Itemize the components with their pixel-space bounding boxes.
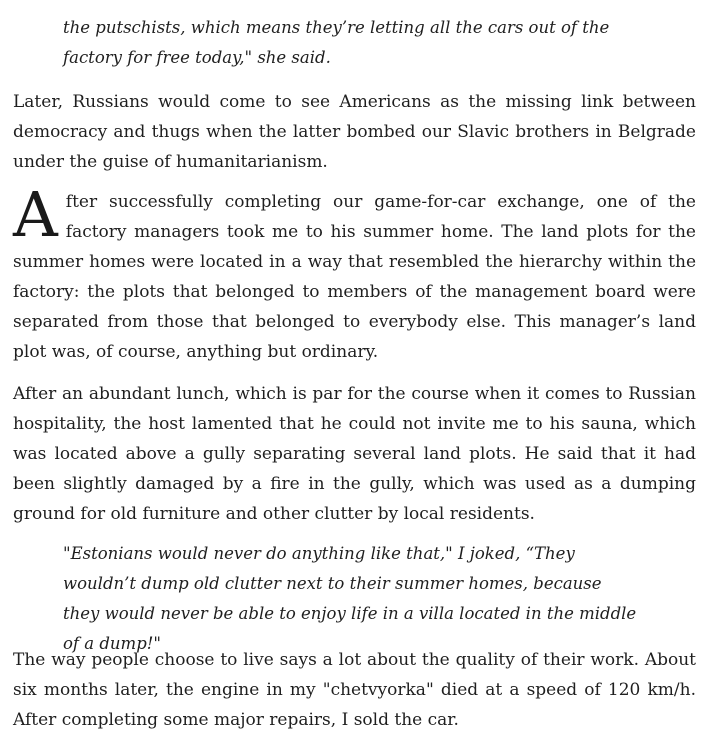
paragraph-4: The way people choose to live says a lot about the quality of their work. About six months later, the engine in my "chetvyorka" died at a speed of 120 km/h. After completing some major repairs, I sold the car. — [13, 650, 696, 730]
block-quote-2: "Estonians would never do anything like that," I joked, “They wouldn’t dump old clutter next to their summer homes, because they would never be able to enjoy life in a villa located in the middle of a dump!" — [63, 544, 637, 653]
paragraph-2 — [13, 178, 696, 367]
paragraph-3: After an abundant lunch, which is par for the course when it comes to Russian hospitality, the host lamented that he could not invite me to his sauna, which was located above a gully separating several land plots. He said that it had been slightly damaged by a fire in the gully, which was used as a dumping ground for old furniture and other clutter by local residents. — [13, 384, 696, 524]
drop-cap: A — [13, 178, 58, 251]
paragraph-2-text: fter successfully completing our game-for-car exchange, one of the factory managers took me to his summer home. The land plots for the summer homes were located in a way that resembled the hierarchy within the factory: the plots that belonged to members of the management board were separated from those that belonged to everybody else. This manager’s land plot was, of course, anything but ordinary. — [13, 192, 696, 362]
paragraph-1: Later, Russians would come to see Americans as the missing link between democracy and thugs when the latter bombed our Slavic brothers in Belgrade under the guise of humanitarianism. — [13, 92, 696, 172]
block-quote-1: the putschists, which means they’re letting all the cars out of the factory for free today," she said. — [63, 18, 610, 67]
